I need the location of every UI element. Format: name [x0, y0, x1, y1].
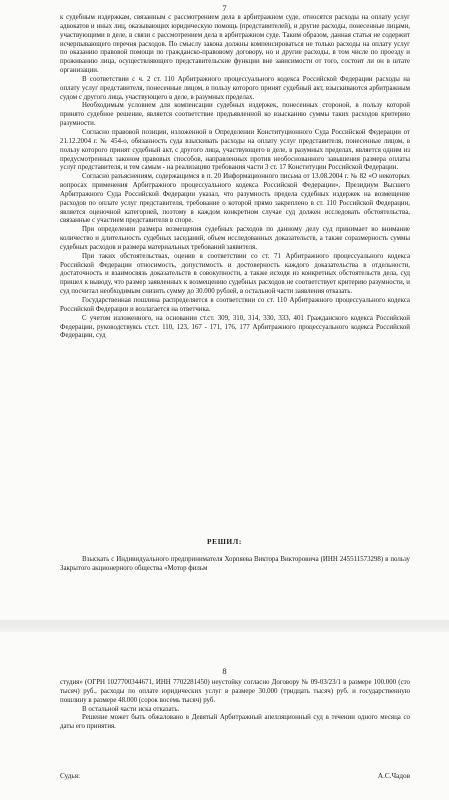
paragraph: С учетом изложенного, на основании ст.ст. 309, 310, 314, 330, 333, 401 Гражданского кодекса Российской Федерации, руководствуясь ст.ст. 110, 123, 167 - 171, 176, 177 Арбитражного процессуального кодекса Российской Федерации, суд: [60, 314, 410, 340]
decision-text-block: [60, 556, 410, 574]
page-7-body: [60, 14, 410, 341]
page-number: 7: [222, 3, 227, 13]
paragraph: Необходимым условием для компенсации судебных издержек, понесенных стороной, в пользу которой принято судебное решение, является соответствие предъявленной ко взысканию суммы таких расходов критерию разумности.: [60, 102, 410, 128]
paragraph: студия» (ОГРН 1027700344671, ИНН 7702281450) неустойку согласно Договору № 09-03/23/1 в размере 100.000 (сто тысяч) руб., расходы по оплате юридических услуг в размере 30.000 (тридцать тысяч) руб. и государственную пошлину в размере 48.000 (сорок восемь тысяч) руб.: [60, 679, 410, 704]
paragraph: В соответствии с ч. 2 ст. 110 Арбитражного процессуального кодекса Российской Федерации расходы на оплату услуг представителя, понесенные лицом, в пользу которого принят судебный акт, взыскиваются арбитражным судом с другого лица, участвующего в деле, в разумных пределах.: [60, 75, 410, 101]
page-separator: [0, 620, 449, 632]
judge-name: А.С.Чадов: [377, 772, 410, 780]
page-8-body: [60, 679, 410, 732]
decision-heading: РЕШИЛ:: [207, 537, 242, 546]
paragraph: к судебным издержкам, связанным с рассмотрением дела в арбитражном суде, относятся расходы на оплату услуг адвокатов и иных лиц, оказывающих юридическую помощь (представителей), и другие расходы, понесенные лицами, участвующими в деле, в связи с рассмотрением дела в арбитражном суде. Таким образом, данная статья не содержит исчерпывающего перечня расходов. По смыслу закона должны компенсироваться не только расходы на оплату услуг по оказанию правовой помощи по гражданско-правовому договору, но и другие расходы, в том числе по проезду и проживанию лица, осуществляющего представительские функции вне зависимости от того, состоит ли он в штате организации.: [60, 14, 410, 75]
paragraph: При таких обстоятельствах, оценив в соответствии со ст. 71 Арбитражного процессуального кодекса Российской Федерации относимость, допустимость и достоверность каждого доказательства в отдельности, достаточность и взаимосвязь доказательств в совокупности, а также исходя из конкретных обстоятельств дела, суд пришел к выводу, что размер заявленных к возмещению судебных расходов не соответствует критерию разумности, и суд посчитал необходимым снизить сумму до 30.000 рублей, в остальной части заявления отказать.: [60, 252, 410, 296]
page-number: 8: [222, 666, 227, 676]
paragraph: Согласно разъяснениям, содержащимся в п. 20 Информационного письма от 13.08.2004 г. № 82 «О некоторых вопросах применения Арбитражного процессуального кодекса Российской Федерации», Президиум Высшего Арбитражного Суда Российской Федерации указал, что разумность предела судебных издержек на возмещение расходов по оплате услуг представителя, требование о которой прямо закреплено в ст. 110 Российской Федерации, является оценочной категорией, поэтому в каждом конкретном случае суд должен исследовать обстоятельства, связанные с участием представителя в споре.: [60, 173, 410, 225]
paragraph: Согласно правовой позиции, изложенной в Определении Конституционного Суда Российской Федерации от 21.12.2004 г. № 454-о, обязанность суда взыскивать расходы на оплату услуг представителя, понесенные лицом, в пользу которого принят судебный акт, с другого лица, участвующего в деле, в разумных пределах, является одним из предусмотренных законом правовых способов, направленных против необоснованного завышения размера оплаты услуг представителя, и тем самым - на реализацию требования части 3 ст. 17 Конституции Российской Федерации.: [60, 128, 410, 172]
paragraph: В остальной части иска отказать.: [82, 705, 180, 713]
paragraph: Государственная пошлина распределяется в соответствии со ст. 110 Арбитражного процессуального кодекса Российской Федерации и возлагается на ответчика.: [60, 297, 410, 313]
signature-label: Судья:: [60, 772, 80, 780]
decision-paragraph: Взыскать с Индивидуального предпринимателя Хорпяева Виктора Викторовича (ИНН 245511573298) в пользу Закрытого акционерного общества «Мотор фильм: [60, 556, 410, 572]
paragraph: При определении размера возмещения судебных расходов по данному делу суд принимает во внимание количество и длительность судебных заседаний, объем исследованных доказательств, а также соразмерность суммы судебных расходов и размера материальных требований заявителя.: [60, 226, 410, 251]
paragraph: Решение может быть обжаловано в Девятый Арбитражный апелляционный суд в течении одного месяца со даты его принятия.: [60, 714, 410, 731]
signature-line: [60, 772, 410, 780]
